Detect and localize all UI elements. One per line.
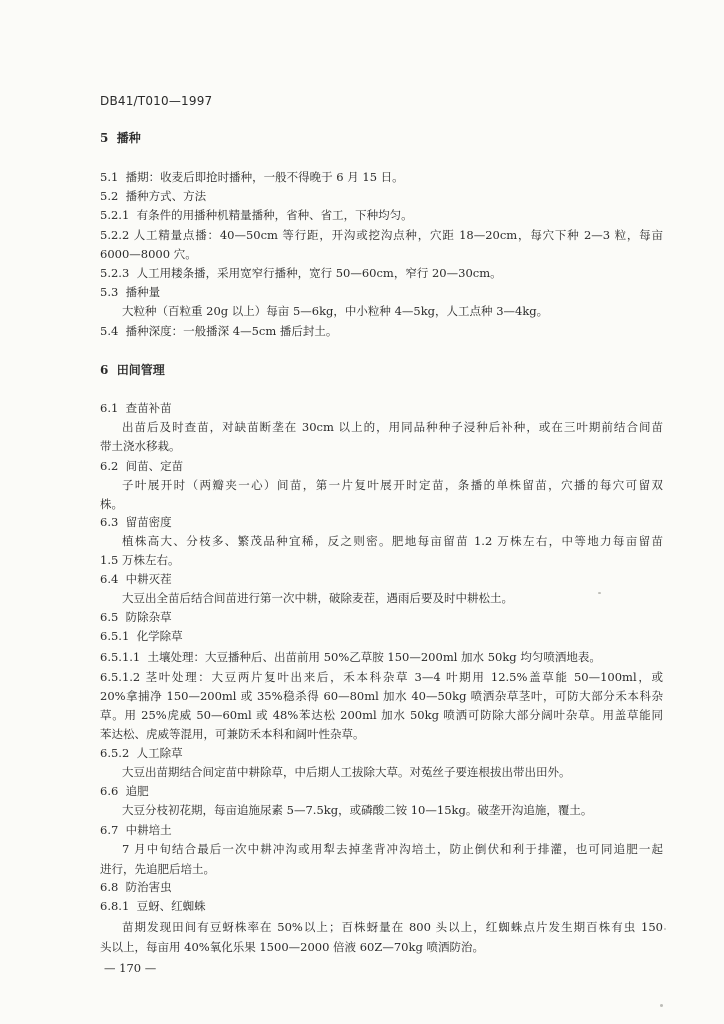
paragraph-line: 大粒种（百粒重 20g 以上）每亩 5—6kg，中小粒种 4—5kg，人工点种 3—4kg。 [122, 304, 549, 318]
paragraph-line: 苗期发现田间有豆蚜株率在 50%以上；百株蚜量在 800 头以上，红蜘蛛点片发生期百株有虫 150 [122, 920, 663, 934]
paragraph-line: 子叶展开时（两瓣夹一心）间苗，第一片复叶展开时定苗，条播的单株留苗，穴播的每穴可留双 [122, 478, 663, 492]
clause-6-7: 6.7 中耕培土 [100, 823, 172, 837]
clause-5-4: 5.4 播种深度：一般播深 4—5cm 播后封土。 [100, 324, 338, 338]
paragraph-line: 草。用 25%虎威 50—60ml 或 48%苯达松 200ml 加水 50kg 喷洒可防除大部分阔叶杂草。用盖草能同 [100, 708, 663, 722]
paragraph-line: 20%拿捕净 150—200ml 或 35%稳杀得 60—80ml 加水 40—50kg 喷洒杂草茎叶，可防大部分禾本科杂 [100, 689, 663, 703]
clause-6-2: 6.2 间苗、定苗 [100, 459, 184, 473]
document-code: DB41/T010—1997 [100, 94, 213, 108]
paragraph-line: 1.5 万株左右。 [100, 553, 180, 567]
clause-6-1: 6.1 查苗补苗 [100, 401, 172, 415]
paragraph-line: 大豆出全苗后结合间苗进行第一次中耕，破除麦茬，遇雨后要及时中耕松土。 [122, 591, 513, 605]
clause-5-1: 5.1 播期：收麦后即抢时播种，一般不得晚于 6 月 15 日。 [100, 170, 404, 184]
clause-5-2: 5.2 播种方式、方法 [100, 189, 207, 203]
clause-5-2-1: 5.2.1 有条件的用播种机精量播种，省种、省工，下种均匀。 [100, 208, 413, 222]
clause-5-2-3: 5.2.3 人工用耧条播，采用宽窄行播种，宽行 50—60cm，窄行 20—30cm。 [100, 266, 502, 280]
clause-6-5-1: 6.5.1 化学除草 [100, 629, 183, 643]
clause-6-8: 6.8 防治害虫 [100, 880, 172, 894]
paragraph-line: 7 月中旬结合最后一次中耕冲沟或用犁去掉垄背冲沟培土，防止倒伏和利于排灌，也可同追肥一起 [122, 842, 663, 856]
clause-6-6: 6.6 追肥 [100, 784, 149, 798]
page-number: — 170 — [104, 961, 157, 975]
clause-5-3: 5.3 播种量 [100, 285, 161, 299]
clause-6-8-1: 6.8.1 豆蚜、红蜘蛛 [100, 899, 206, 913]
scan-speck [664, 928, 666, 930]
clause-6-4: 6.4 中耕灭茬 [100, 572, 172, 586]
clause-5-2-2-continued: 6000—8000 穴。 [100, 247, 197, 261]
clause-6-5-2: 6.5.2 人工除草 [100, 746, 183, 760]
clause-6-3: 6.3 留苗密度 [100, 515, 172, 529]
paragraph-line: 大豆分枝初花期，每亩追施尿素 5—7.5kg，或磷酸二铵 10—15kg。破垄开沟追施，覆土。 [122, 803, 593, 817]
paragraph-line: 株。 [100, 497, 123, 511]
clause-6-5-1-2: 6.5.1.2 茎叶处理：大豆两片复叶出来后，禾本科杂草 3—4 叶期用 12.5%盖草能 50—100ml，或 [100, 670, 663, 684]
section-heading-6: 6 田间管理 [100, 363, 165, 377]
paragraph-line: 带土浇水移栽。 [100, 439, 181, 453]
scan-speck [598, 592, 601, 594]
section-heading-5: 5 播种 [100, 131, 141, 145]
clause-6-5: 6.5 防除杂草 [100, 610, 172, 624]
paragraph-line: 进行，先追肥后培土。 [100, 862, 215, 876]
paragraph-line: 植株高大、分枝多、繁茂品种宜稀，反之则密。肥地每亩留苗 1.2 万株左右，中等地力每亩留苗 [122, 534, 663, 548]
scan-speck [660, 1004, 663, 1007]
paragraph-line: 头以上，每亩用 40%氧化乐果 1500—2000 倍液 60Z—70kg 喷洒防治。 [100, 940, 484, 954]
paragraph-line: 苯达松、虎威等混用，可兼防禾本科和阔叶性杂草。 [100, 727, 365, 741]
paragraph-line: 出苗后及时查苗，对缺苗断垄在 30cm 以上的，用同品种种子浸种后补种，或在三叶期前结合间苗 [122, 420, 663, 434]
clause-5-2-2: 5.2.2 人工精量点播：40—50cm 等行距，开沟或挖沟点种，穴距 18—20cm，每穴下种 2—3 粒，每亩 [100, 228, 663, 242]
clause-6-5-1-1: 6.5.1.1 土壤处理：大豆播种后、出苗前用 50%乙草胺 150—200ml 加水 50kg 均匀喷洒地表。 [100, 650, 601, 664]
paragraph-line: 大豆出苗期结合间定苗中耕除草，中后期人工拔除大草。对菟丝子要连根拔出带出田外。 [122, 765, 571, 779]
